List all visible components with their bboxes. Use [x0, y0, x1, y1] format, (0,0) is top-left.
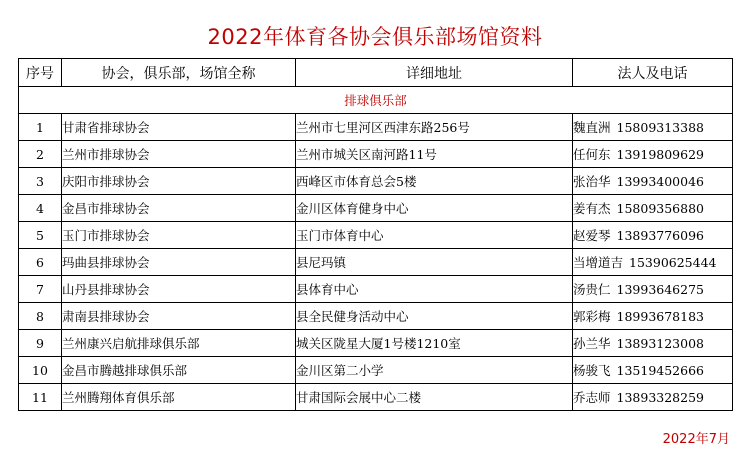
organization-name: 玛曲县排球协会 [62, 249, 296, 276]
legal-person-name: 张治华 [573, 174, 611, 189]
legal-person-contact [573, 384, 733, 411]
row-number: 10 [19, 357, 62, 384]
table-body [19, 87, 733, 411]
organization-name: 金昌市排球协会 [62, 195, 296, 222]
organization-address: 西峰区市体育总会5楼 [296, 168, 573, 195]
table-row [19, 249, 733, 276]
phone-number: 13893328259 [616, 390, 704, 405]
organization-name: 庆阳市排球协会 [62, 168, 296, 195]
phone-number: 15809356880 [616, 201, 704, 216]
legal-person-name: 乔志师 [573, 390, 611, 405]
table-row [19, 222, 733, 249]
legal-person-name: 魏直洲 [573, 120, 611, 135]
association-table [18, 58, 733, 411]
legal-person-contact [573, 114, 733, 141]
organization-name: 山丹县排球协会 [62, 276, 296, 303]
legal-person-contact [573, 330, 733, 357]
legal-person-name: 郭彩梅 [573, 309, 611, 324]
legal-person-name: 孙兰华 [573, 336, 611, 351]
organization-address: 县体育中心 [296, 276, 573, 303]
legal-person-contact [573, 276, 733, 303]
organization-address: 县尼玛镇 [296, 249, 573, 276]
organization-address: 城关区陇星大厦1号楼1210室 [296, 330, 573, 357]
table-row [19, 168, 733, 195]
row-number: 11 [19, 384, 62, 411]
legal-person-contact [573, 141, 733, 168]
header-row [19, 59, 733, 87]
table-row [19, 114, 733, 141]
organization-name: 玉门市排球协会 [62, 222, 296, 249]
section-row [19, 87, 733, 114]
legal-person-contact [573, 357, 733, 384]
legal-person-contact [573, 303, 733, 330]
phone-number: 18993678183 [616, 309, 704, 324]
organization-address: 甘肃国际会展中心二楼 [296, 384, 573, 411]
phone-number: 13893123008 [616, 336, 704, 351]
section-title: 排球俱乐部 [19, 87, 733, 114]
row-number: 5 [19, 222, 62, 249]
organization-address: 金川区第二小学 [296, 357, 573, 384]
phone-number: 13519452666 [616, 363, 704, 378]
organization-name: 兰州康兴启航排球俱乐部 [62, 330, 296, 357]
table-row [19, 141, 733, 168]
row-number: 9 [19, 330, 62, 357]
legal-person-contact [573, 249, 733, 276]
organization-address: 兰州市七里河区西津东路256号 [296, 114, 573, 141]
row-number: 2 [19, 141, 62, 168]
row-number: 8 [19, 303, 62, 330]
organization-address: 金川区体育健身中心 [296, 195, 573, 222]
organization-name: 兰州市排球协会 [62, 141, 296, 168]
phone-number: 15809313388 [616, 120, 704, 135]
legal-person-contact [573, 168, 733, 195]
table-row [19, 195, 733, 222]
organization-name: 甘肃省排球协会 [62, 114, 296, 141]
legal-person-name: 当增道吉 [573, 255, 624, 270]
organization-name: 肃南县排球协会 [62, 303, 296, 330]
organization-name: 金昌市腾越排球俱乐部 [62, 357, 296, 384]
legal-person-name: 杨骏飞 [573, 363, 611, 378]
phone-number: 15390625444 [629, 255, 717, 270]
table-row [19, 276, 733, 303]
legal-person-name: 赵爱琴 [573, 228, 611, 243]
table-row [19, 330, 733, 357]
legal-person-name: 任何东 [573, 147, 611, 162]
row-number: 3 [19, 168, 62, 195]
organization-address: 县全民健身活动中心 [296, 303, 573, 330]
page-title: 2022年体育各协会俱乐部场馆资料 [207, 25, 543, 49]
legal-person-contact [573, 222, 733, 249]
table-row [19, 384, 733, 411]
row-number: 6 [19, 249, 62, 276]
table-row [19, 303, 733, 330]
legal-person-name: 汤贵仁 [573, 282, 611, 297]
phone-number: 13993400046 [616, 174, 704, 189]
organization-name: 兰州腾翔体育俱乐部 [62, 384, 296, 411]
row-number: 7 [19, 276, 62, 303]
footer-date: 2022年7月 [662, 432, 730, 447]
phone-number: 13993646275 [616, 282, 704, 297]
row-number: 4 [19, 195, 62, 222]
header-person: 法人及电话 [573, 59, 733, 87]
legal-person-contact [573, 195, 733, 222]
header-no: 序号 [19, 59, 62, 87]
organization-address: 玉门市体育中心 [296, 222, 573, 249]
phone-number: 13893776096 [616, 228, 704, 243]
phone-number: 13919809629 [616, 147, 704, 162]
header-address: 详细地址 [296, 59, 573, 87]
legal-person-name: 姜有杰 [573, 201, 611, 216]
organization-address: 兰州市城关区南河路11号 [296, 141, 573, 168]
row-number: 1 [19, 114, 62, 141]
table-row [19, 357, 733, 384]
header-name: 协会，俱乐部，场馆全称 [62, 59, 296, 87]
